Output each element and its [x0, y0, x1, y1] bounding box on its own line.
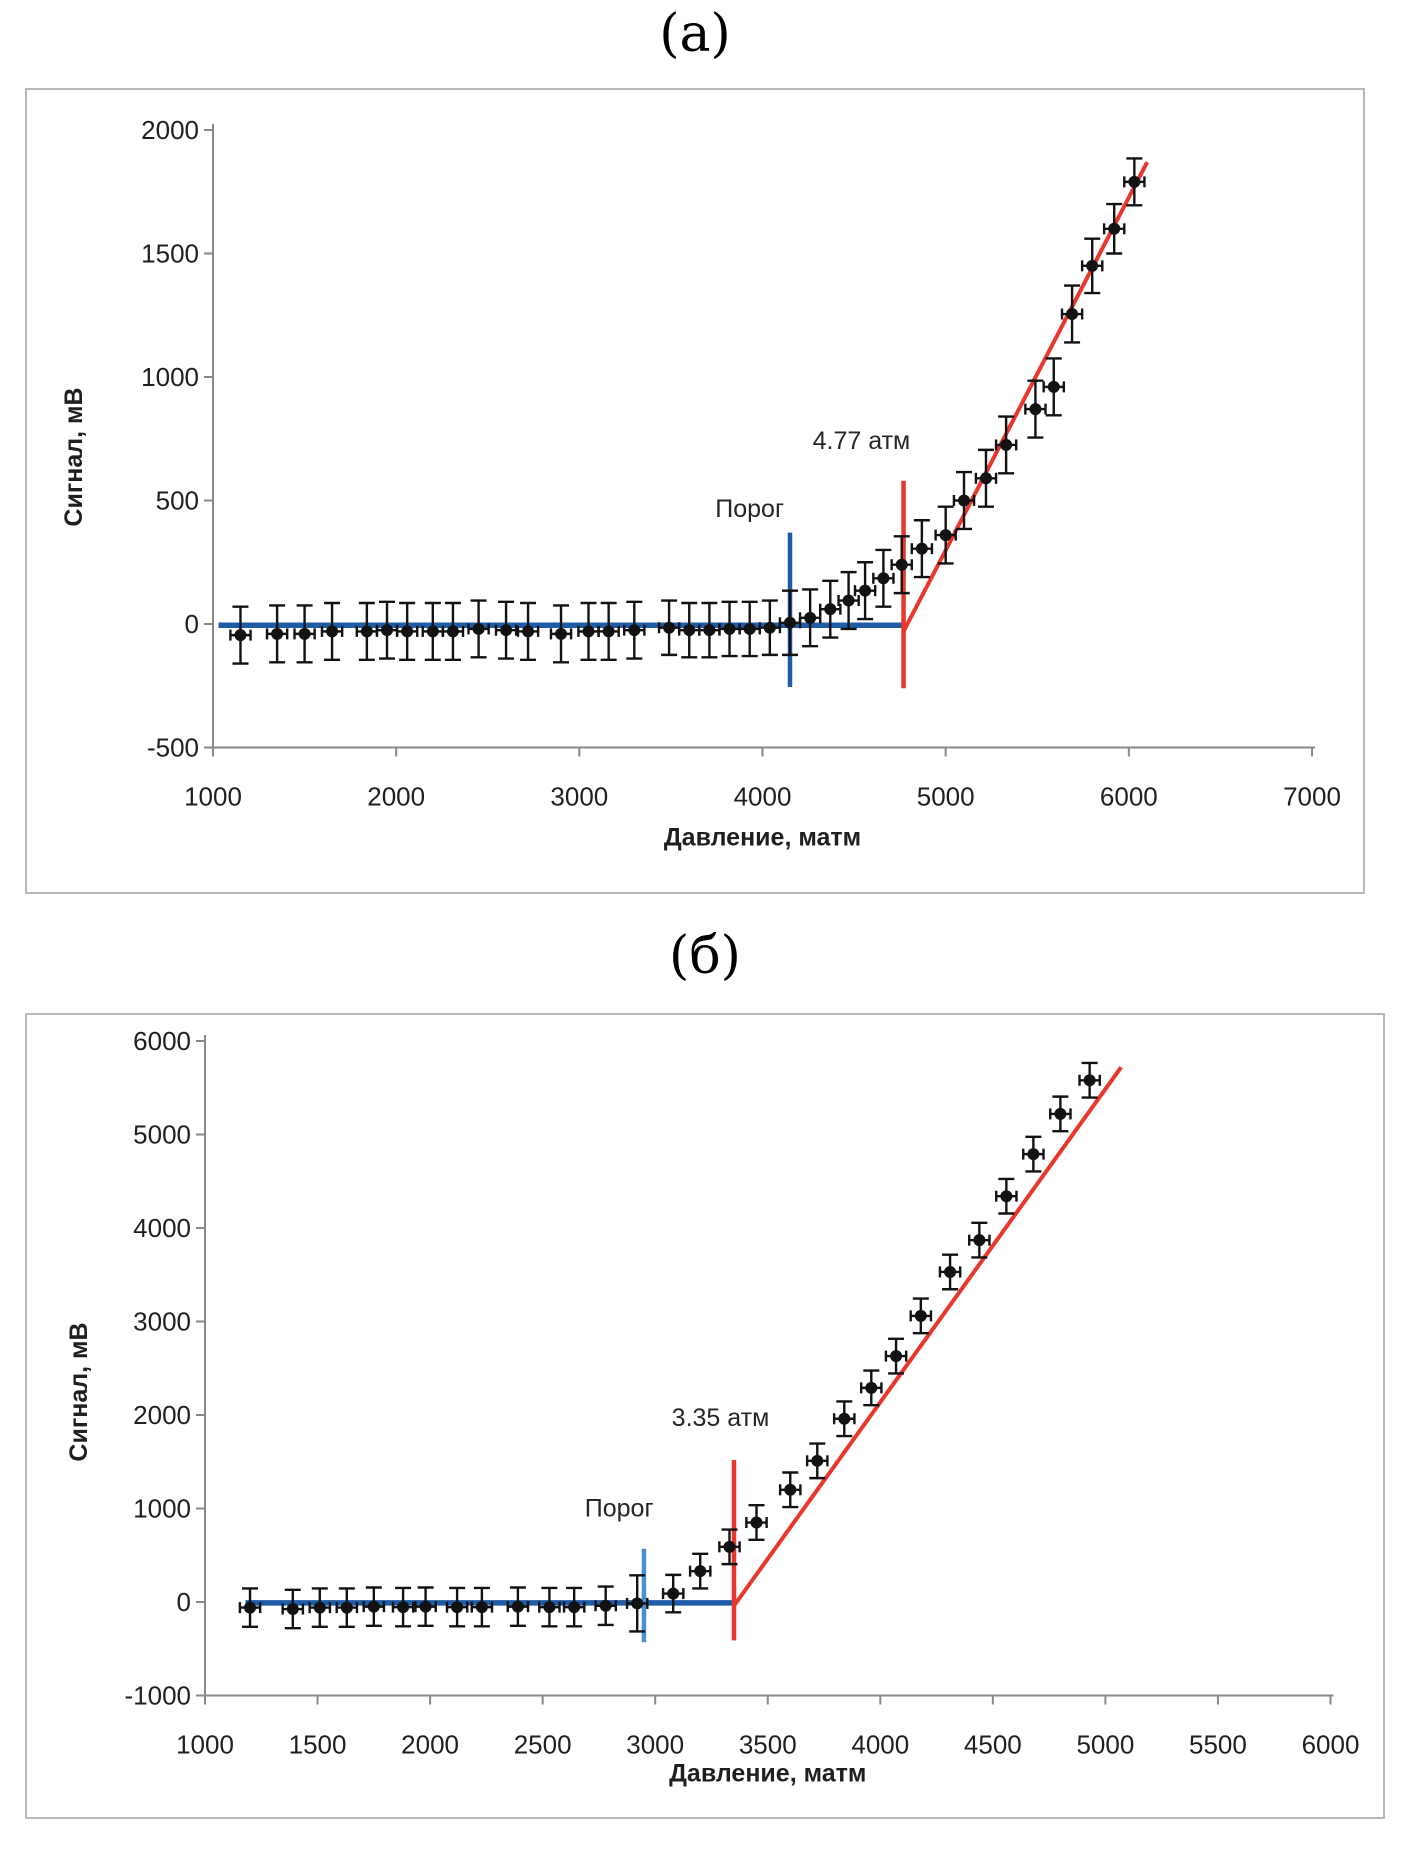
marker	[244, 1602, 256, 1614]
marker	[944, 1266, 956, 1278]
marker	[299, 628, 311, 640]
x-axis-title: Давление, матм	[669, 1759, 867, 1788]
y-tick-label: 1500	[141, 238, 199, 269]
data-point	[663, 1575, 683, 1612]
marker	[314, 1602, 326, 1614]
marker	[522, 625, 534, 637]
data-point	[1080, 1063, 1100, 1098]
marker	[980, 472, 992, 484]
data-point	[690, 1554, 710, 1589]
x-tick-label: 1500	[288, 1729, 347, 1760]
marker	[628, 624, 640, 636]
data-point	[230, 607, 250, 664]
data-point	[912, 520, 932, 577]
marker	[326, 625, 338, 637]
y-tick-label: 0	[184, 609, 199, 639]
marker	[896, 559, 908, 571]
x-tick-label: 1000	[176, 1729, 234, 1760]
data-point	[1023, 1137, 1043, 1172]
data-point	[760, 601, 780, 655]
data-point	[310, 1588, 330, 1626]
marker	[1027, 1148, 1039, 1160]
marker	[1108, 223, 1120, 235]
data-point	[564, 1588, 584, 1626]
y-tick-label: 1000	[141, 362, 199, 392]
data-point	[364, 1588, 384, 1626]
data-point	[954, 472, 974, 529]
data-point	[578, 603, 598, 660]
data-point	[357, 603, 377, 660]
marker	[865, 1382, 877, 1394]
data-point	[1050, 1097, 1070, 1132]
panel-b-title: (б)	[669, 926, 741, 986]
marker	[451, 1601, 463, 1613]
marker	[764, 622, 776, 634]
marker	[1084, 1074, 1096, 1086]
y-axis-title: Сигнал, мВ	[65, 1322, 93, 1462]
marker	[683, 624, 695, 636]
data-point	[780, 1473, 800, 1508]
data-point	[855, 562, 875, 619]
data-point	[469, 601, 489, 658]
marker	[473, 623, 485, 635]
data-point	[996, 417, 1016, 474]
marker	[1048, 381, 1060, 393]
marker	[447, 625, 459, 637]
data-point	[940, 1255, 960, 1290]
chart-a-svg	[27, 90, 1363, 892]
data-point	[679, 603, 699, 657]
data-point	[839, 572, 859, 629]
marker	[744, 623, 756, 635]
marker	[723, 1541, 735, 1553]
data-point	[659, 601, 679, 655]
y-tick-label: 0	[176, 1587, 191, 1617]
data-point	[295, 605, 315, 662]
x-axis-title: Давление, матм	[663, 823, 862, 852]
marker	[631, 1597, 643, 1609]
data-point	[397, 603, 417, 660]
panel-a-title: (а)	[659, 4, 731, 64]
data-point	[800, 589, 820, 646]
x-tick-label: 3000	[626, 1729, 685, 1760]
marker	[915, 1310, 927, 1322]
x-tick-label: 7000	[1283, 781, 1341, 812]
marker	[784, 617, 796, 629]
linear-fit-line	[734, 1067, 1121, 1606]
marker	[1029, 403, 1041, 415]
data-point	[834, 1401, 854, 1436]
marker	[750, 1517, 762, 1529]
breakpoint-label: 4.77 атм	[812, 426, 911, 455]
data-point	[746, 1505, 766, 1540]
marker	[838, 1413, 850, 1425]
marker	[877, 572, 889, 584]
data-point	[936, 507, 956, 564]
y-tick-label: 5000	[133, 1119, 191, 1150]
data-point	[719, 1530, 739, 1565]
x-tick-label: 2500	[513, 1729, 572, 1760]
y-tick-label: 3000	[133, 1306, 191, 1337]
data-point	[820, 581, 840, 638]
data-point	[740, 602, 760, 656]
marker	[940, 529, 952, 541]
y-tick-label: -1000	[124, 1680, 191, 1711]
marker	[811, 1455, 823, 1467]
marker	[663, 622, 675, 634]
marker	[582, 625, 594, 637]
data-point	[539, 1588, 559, 1626]
marker	[543, 1601, 555, 1613]
data-point	[699, 603, 719, 657]
data-point	[447, 1588, 467, 1626]
marker	[361, 625, 373, 637]
marker	[804, 612, 816, 624]
marker	[341, 1602, 353, 1614]
marker	[381, 624, 393, 636]
marker	[368, 1601, 380, 1613]
marker	[958, 495, 970, 507]
data-point	[337, 1588, 357, 1626]
marker	[703, 624, 715, 636]
x-tick-label: 3500	[738, 1729, 797, 1760]
marker	[973, 1234, 985, 1246]
data-point	[283, 1590, 303, 1628]
marker	[1086, 260, 1098, 272]
data-point	[472, 1588, 492, 1626]
marker	[568, 1601, 580, 1613]
x-tick-label: 4000	[733, 781, 792, 812]
marker	[600, 1600, 612, 1612]
data-point	[518, 603, 538, 660]
data-point	[780, 591, 800, 655]
data-point	[596, 1587, 616, 1625]
data-point	[807, 1444, 827, 1479]
data-point	[322, 603, 342, 660]
marker	[1054, 1108, 1066, 1120]
x-tick-label: 3000	[550, 781, 609, 812]
marker	[271, 628, 283, 640]
data-point	[496, 602, 516, 659]
marker	[694, 1565, 706, 1577]
data-point	[267, 605, 287, 662]
marker	[667, 1588, 679, 1600]
x-tick-label: 6000	[1099, 781, 1158, 812]
x-tick-label: 2000	[401, 1729, 460, 1760]
marker	[1000, 1190, 1012, 1202]
data-point	[240, 1588, 260, 1626]
x-tick-label: 4000	[851, 1729, 910, 1760]
x-tick-label: 4500	[963, 1729, 1022, 1760]
marker	[476, 1601, 488, 1613]
marker	[1066, 308, 1078, 320]
data-point	[393, 1588, 413, 1626]
x-tick-label: 5000	[1076, 1729, 1135, 1760]
x-tick-label: 2000	[367, 781, 426, 812]
data-point	[996, 1179, 1016, 1214]
threshold-label: Порог	[715, 494, 785, 523]
chart-a-panel	[25, 88, 1365, 894]
data-point	[551, 605, 571, 662]
data-point	[873, 550, 893, 607]
data-point	[861, 1371, 881, 1406]
marker	[420, 1601, 432, 1613]
marker	[397, 1601, 409, 1613]
y-tick-label: 1000	[133, 1493, 191, 1524]
threshold-label: Порог	[584, 1494, 654, 1523]
y-tick-label: 500	[155, 485, 199, 516]
marker	[401, 625, 413, 637]
x-tick-label: 1000	[184, 781, 242, 812]
data-point	[624, 602, 644, 659]
marker	[603, 625, 615, 637]
data-point	[443, 603, 463, 660]
marker	[287, 1603, 299, 1615]
marker	[916, 543, 928, 555]
marker	[500, 624, 512, 636]
y-tick-label: 4000	[133, 1213, 191, 1243]
marker	[512, 1601, 524, 1613]
y-tick-label: -500	[146, 732, 199, 763]
data-point	[423, 603, 443, 660]
data-point	[719, 602, 739, 656]
data-point	[415, 1588, 435, 1626]
y-tick-label: 2000	[141, 115, 199, 145]
marker	[724, 623, 736, 635]
x-tick-label: 6000	[1301, 1729, 1360, 1760]
marker	[555, 628, 567, 640]
y-tick-label: 6000	[133, 1026, 191, 1056]
x-tick-label: 5500	[1189, 1729, 1247, 1760]
marker	[234, 629, 246, 641]
x-tick-label: 5000	[916, 781, 975, 812]
marker	[1128, 176, 1140, 188]
marker	[784, 1484, 796, 1496]
y-tick-label: 2000	[133, 1400, 191, 1430]
marker	[890, 1350, 902, 1362]
y-axis-title: Сигнал, мВ	[60, 387, 88, 527]
data-point	[508, 1588, 528, 1626]
marker	[824, 603, 836, 615]
data-point	[377, 602, 397, 659]
chart-b-panel	[25, 1013, 1385, 1819]
marker	[843, 595, 855, 607]
data-point	[892, 536, 912, 593]
marker	[1000, 439, 1012, 451]
data-point	[911, 1299, 931, 1334]
marker	[427, 625, 439, 637]
data-point	[599, 603, 619, 660]
chart-b-svg	[27, 1015, 1383, 1817]
breakpoint-label: 3.35 атм	[671, 1403, 770, 1432]
marker	[859, 585, 871, 597]
